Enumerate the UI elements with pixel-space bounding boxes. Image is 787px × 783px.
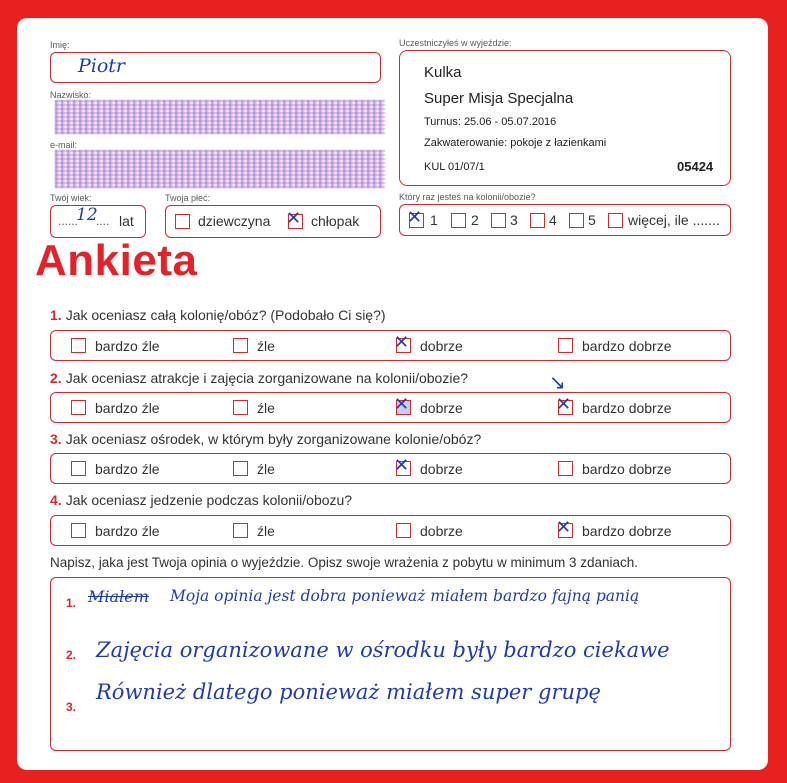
age-dots-right: ....: [96, 214, 110, 228]
question-2-number: 2.: [50, 370, 62, 386]
q1-zle-label: źle: [257, 338, 275, 354]
q1-dobrze-checkbox[interactable]: [394, 332, 411, 353]
question-3-number: 3.: [50, 431, 62, 447]
check-mark: ✕: [394, 455, 410, 476]
q3-dobrze-label: dobrze: [420, 461, 463, 477]
q4-bardzo-zle-checkbox[interactable]: [71, 523, 86, 538]
opinion-line-2-number: 2.: [66, 648, 77, 662]
q3-zle-label: źle: [257, 461, 275, 477]
which-time-3-label: 3: [510, 212, 518, 228]
q2-zle-label: źle: [257, 400, 275, 416]
q2-bardzo-zle-checkbox[interactable]: [71, 400, 86, 415]
which-time-3-checkbox[interactable]: [491, 213, 506, 228]
question-3-text: Jak oceniasz ośrodek, w którym były zorganizowane kolonie/obóz?: [65, 431, 482, 447]
age-label: Twój wiek:: [50, 193, 92, 203]
participant-label: Uczestniczyłeś w wyjeździe:: [399, 38, 512, 48]
sex-boy-checkbox[interactable]: [286, 208, 303, 229]
correction-arrow-icon: ↘: [549, 372, 566, 394]
check-mark: ✕: [394, 394, 410, 415]
check-mark: ✕: [556, 394, 572, 415]
check-mark: ✕: [286, 208, 302, 229]
age-dots-left: ......: [58, 214, 79, 228]
question-1-text: Jak oceniasz całą kolonię/obóz? (Podobało Ci się?): [65, 307, 386, 323]
q4-zle-label: źle: [257, 523, 275, 539]
q3-bardzo-zle-label: bardzo źle: [95, 461, 160, 477]
which-time-5-label: 5: [588, 212, 596, 228]
opinion-line-3: Również dlatego ponieważ miałem super grupę: [96, 680, 601, 704]
email-redacted: [55, 150, 385, 188]
sex-label: Twoja płeć:: [165, 193, 211, 203]
q3-bardzo-zle-checkbox[interactable]: [71, 461, 86, 476]
q4-bardzo-dobrze-checkbox[interactable]: [556, 517, 573, 538]
question-3: [50, 431, 481, 447]
opinion-prompt: Napisz, jaka jest Twoja opinia o wyjeździe. Opisz swoje wrażenia z pobytu w minimum 3 zdaniach.: [50, 555, 639, 570]
question-4: [50, 492, 352, 508]
q1-dobrze-label: dobrze: [420, 338, 463, 354]
opinion-line-1-struck: Miałem: [88, 587, 149, 606]
q1-bardzo-zle-label: bardzo źle: [95, 338, 160, 354]
name-value: Piotr: [78, 55, 126, 77]
question-1: [50, 307, 386, 323]
which-time-more-label: więcej, ile .......: [628, 212, 720, 228]
question-4-number: 4.: [50, 492, 62, 508]
q2-zle-checkbox[interactable]: [233, 400, 248, 415]
which-time-2-checkbox[interactable]: [451, 213, 466, 228]
q4-zle-checkbox[interactable]: [233, 523, 248, 538]
q3-dobrze-checkbox[interactable]: [394, 455, 411, 476]
which-time-1-label: 1: [430, 212, 438, 228]
q2-bardzo-dobrze-checkbox[interactable]: [556, 394, 573, 415]
q3-bardzo-dobrze-label: bardzo dobrze: [582, 461, 672, 477]
question-4-text: Jak oceniasz jedzenie podczas kolonii/obozu?: [65, 492, 353, 508]
accommodation-text: Zakwaterowanie: pokoje z łazienkami: [424, 137, 607, 149]
check-mark: ✕: [556, 517, 572, 538]
q1-bardzo-dobrze-checkbox[interactable]: [558, 338, 573, 353]
which-time-label: Który raz jesteś na kolonii/obozie?: [399, 192, 536, 202]
which-time-1-checkbox[interactable]: [407, 207, 424, 228]
surname-label: Nazwisko:: [50, 90, 92, 100]
check-mark: ✕: [394, 332, 410, 353]
q4-dobrze-label: dobrze: [420, 523, 463, 539]
q2-bardzo-zle-label: bardzo źle: [95, 400, 160, 416]
which-time-5-checkbox[interactable]: [569, 213, 584, 228]
check-mark: ✕: [407, 207, 423, 228]
which-time-4-label: 4: [549, 212, 557, 228]
q2-dobrze-label: dobrze: [420, 400, 463, 416]
age-value: 12: [76, 205, 98, 225]
q2-dobrze-checkbox-crossed-out[interactable]: [394, 394, 411, 415]
email-label: e-mail:: [50, 140, 78, 150]
opinion-line-1-number: 1.: [66, 596, 77, 610]
q1-bardzo-zle-checkbox[interactable]: [71, 338, 86, 353]
surname-redacted: [55, 100, 385, 134]
q2-bardzo-dobrze-label: bardzo dobrze: [582, 400, 672, 416]
q4-bardzo-dobrze-label: bardzo dobrze: [582, 523, 672, 539]
opinion-line-1: Moja opinia jest dobra ponieważ miałem bardzo fajną panią: [170, 587, 640, 605]
opinion-line-3-number: 3.: [66, 700, 77, 714]
code-text: KUL 01/07/1: [424, 161, 485, 173]
which-time-4-checkbox[interactable]: [530, 213, 545, 228]
question-2: [50, 370, 468, 386]
q1-zle-checkbox[interactable]: [233, 338, 248, 353]
program-name: Super Misja Specjalna: [424, 90, 574, 107]
which-time-more-checkbox[interactable]: [608, 213, 623, 228]
q4-dobrze-checkbox[interactable]: [396, 523, 411, 538]
q4-bardzo-zle-label: bardzo źle: [95, 523, 160, 539]
name-label: Imię:: [50, 40, 70, 50]
camp-name: Kulka: [424, 64, 462, 81]
which-time-2-label: 2: [471, 212, 479, 228]
q3-zle-checkbox[interactable]: [233, 461, 248, 476]
sex-girl-label: dziewczyna: [198, 213, 271, 229]
turnus-text: Turnus: 25.06 - 05.07.2016: [424, 116, 557, 128]
survey-title: Ankieta: [35, 236, 198, 285]
q1-bardzo-dobrze-label: bardzo dobrze: [582, 338, 672, 354]
question-2-text: Jak oceniasz atrakcje i zajęcia zorganizowane na kolonii/obozie?: [65, 370, 469, 386]
opinion-line-2: Zajęcia organizowane w ośrodku były bardzo ciekawe: [96, 638, 670, 662]
question-1-number: 1.: [50, 307, 62, 323]
sex-boy-label: chłopak: [311, 213, 360, 229]
number-text: 05424: [677, 159, 714, 174]
age-unit: lat: [119, 213, 134, 229]
sex-girl-checkbox[interactable]: [175, 214, 190, 229]
q3-bardzo-dobrze-checkbox[interactable]: [558, 461, 573, 476]
